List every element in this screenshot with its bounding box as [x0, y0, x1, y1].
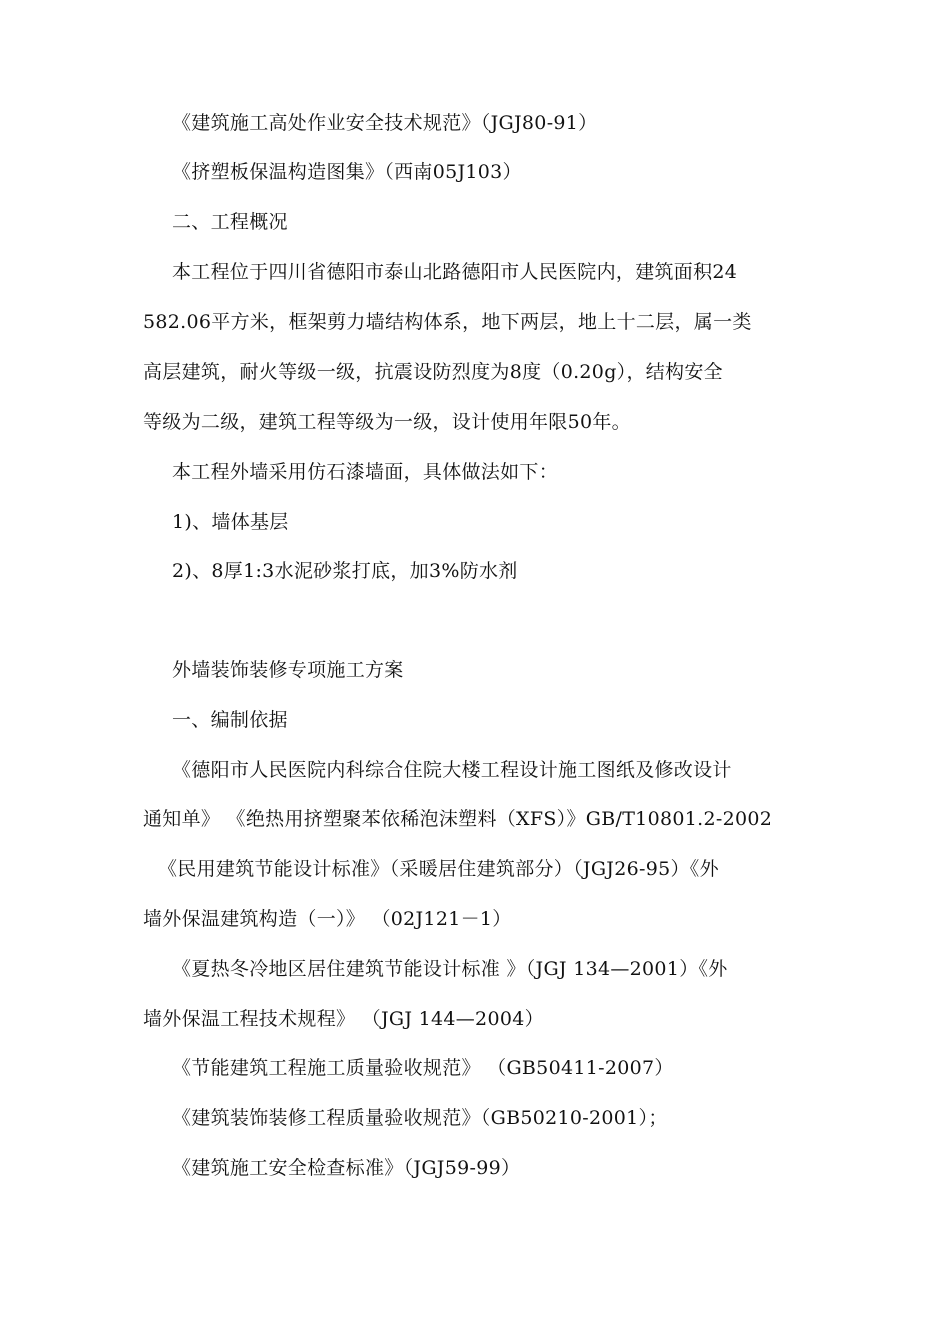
section-heading: 一、编制依据	[172, 709, 288, 731]
text-line: 本工程外墙采用仿石漆墙面，具体做法如下：	[172, 461, 559, 483]
text-line: 通知单》 《绝热用挤塑聚苯依稀泡沫塑料（XFS）》GB/T10801.2-2002	[143, 808, 773, 830]
text-line: 《夏热冬冷地区居住建筑节能设计标准 》（JGJ 134—2001）《外	[172, 958, 728, 980]
text-line: 墙外保温建筑构造（一）》 （02J121－1）	[143, 908, 512, 930]
text-line: 《节能建筑工程施工质量验收规范》 （GB50411-2007）	[172, 1057, 674, 1079]
text-line: 582.06平方米，框架剪力墙结构体系，地下两层，地上十二层，属一类	[143, 311, 752, 333]
text-line: 《建筑施工高处作业安全技术规范》（JGJ80-91）	[172, 112, 598, 134]
text-line: 《建筑装饰装修工程质量验收规范》（GB50210-2001）；	[172, 1107, 668, 1129]
text-line: 墙外保温工程技术规程》 （JGJ 144—2004）	[143, 1008, 544, 1030]
text-line: 高层建筑，耐火等级一级，抗震设防烈度为8度（0.20g），结构安全	[143, 361, 723, 383]
text-line: 《建筑施工安全检查标准》（JGJ59-99）	[172, 1157, 521, 1179]
section-heading: 二、工程概况	[172, 211, 288, 233]
document-title: 外墙装饰装修专项施工方案	[172, 659, 404, 681]
text-line: 《民用建筑节能设计标准》（采暖居住建筑部分）（JGJ26-95）《外	[158, 858, 719, 880]
list-item: 1)、墙体基层	[172, 511, 289, 533]
text-line: 《挤塑板保温构造图集》（西南05J103）	[172, 161, 522, 183]
list-item: 2)、8厚1:3水泥砂浆打底，加3%防水剂	[172, 560, 518, 582]
text-line: 本工程位于四川省德阳市泰山北路德阳市人民医院内，建筑面积24	[172, 261, 738, 283]
text-line: 等级为二级，建筑工程等级为一级，设计使用年限50年。	[143, 411, 631, 433]
text-line: 《德阳市人民医院内科综合住院大楼工程设计施工图纸及修改设计	[172, 759, 732, 781]
